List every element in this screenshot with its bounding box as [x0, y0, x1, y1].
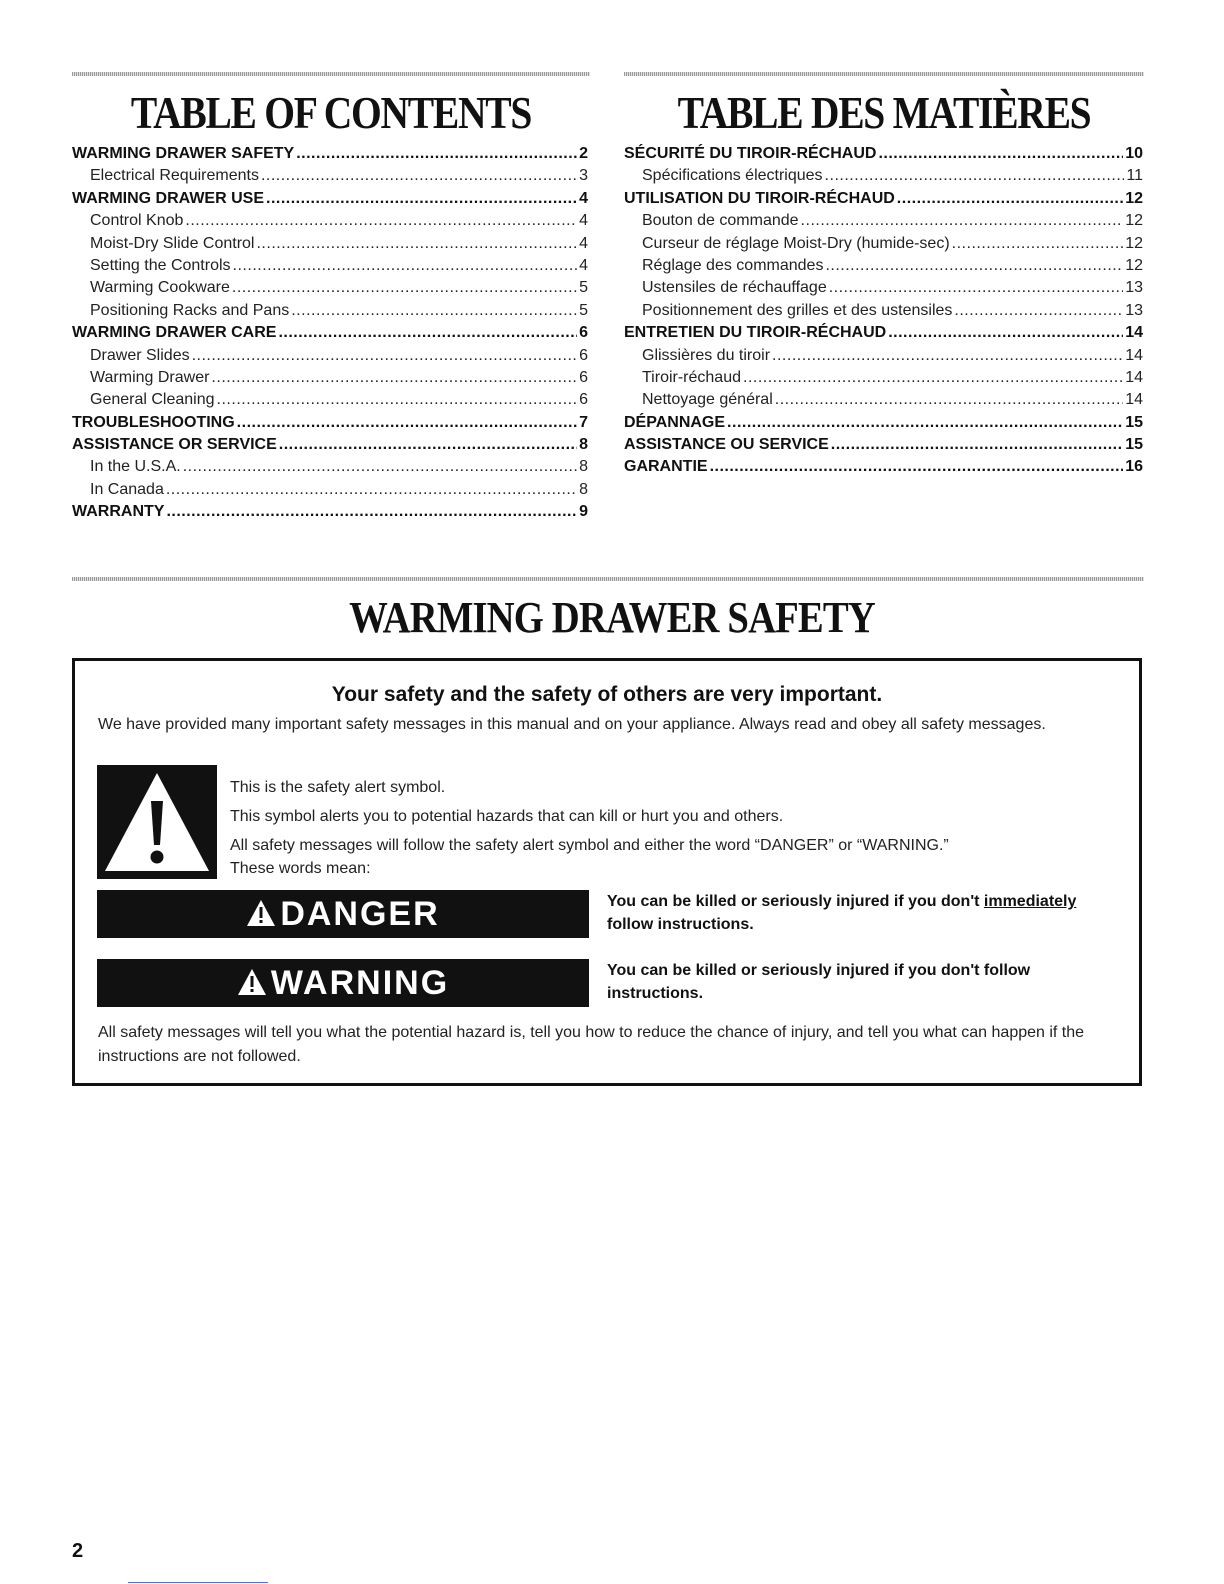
toc-entry-label: Control Knob [90, 212, 184, 230]
toc-entry-label: In Canada [90, 480, 164, 498]
toc-entry-label: Drawer Slides [90, 346, 190, 364]
dot-leader [775, 391, 1123, 409]
toc-entry-label: Moist-Dry Slide Control [90, 234, 255, 252]
toc-entry-label: Setting the Controls [90, 256, 231, 274]
toc-entry-page: 12 [1125, 234, 1143, 252]
safety-alert-icon [97, 765, 217, 879]
dot-leader [727, 414, 1123, 432]
toc-entry[interactable] [72, 347, 588, 369]
toc-entry-page: 6 [579, 324, 588, 342]
toc-entry-page: 14 [1125, 368, 1143, 386]
toc-entry[interactable] [72, 503, 588, 525]
toc-entry-label: GARANTIE [624, 458, 708, 476]
toc-entry-label: General Cleaning [90, 391, 215, 409]
toc-entry[interactable] [72, 235, 588, 257]
alert-line: All safety messages will follow the safety alert symbol and either the word “DANGER” or “WARNING.” [230, 837, 949, 854]
toc-entry-page: 14 [1125, 324, 1143, 342]
toc-entry[interactable] [624, 324, 1143, 346]
toc-entry[interactable] [72, 324, 588, 346]
dot-leader [279, 436, 577, 454]
dot-leader [888, 324, 1123, 342]
toc-entry-label: Spécifications électriques [642, 167, 823, 185]
safety-intro: We have provided many important safety messages in this manual and on your appliance. Always read and obey all safety messages. [98, 716, 1046, 733]
danger-description: You can be killed or seriously injured if you don't immediately follow instructions. [607, 893, 1077, 933]
dot-leader [829, 279, 1123, 297]
dot-leader [831, 436, 1123, 454]
toc-entry-page: 16 [1125, 458, 1143, 476]
toc-entry-page: 15 [1125, 436, 1143, 454]
top-rule-right [624, 72, 1144, 76]
toc-entry-page: 6 [579, 391, 588, 409]
dot-leader [237, 414, 577, 432]
toc-entry-label: ASSISTANCE OU SERVICE [624, 436, 829, 454]
alert-line: These words mean: [230, 860, 371, 877]
dot-leader [825, 257, 1123, 275]
toc-entry-page: 9 [579, 503, 588, 521]
dot-leader [897, 190, 1123, 208]
dot-leader [291, 302, 577, 320]
section-title: WARMING DRAWER SAFETY [349, 593, 875, 642]
alert-description [230, 773, 949, 883]
toc-list-en [72, 145, 588, 526]
toc-entry[interactable] [624, 235, 1143, 257]
toc-entry-label: DÉPANNAGE [624, 413, 726, 431]
toc-entry-label: Curseur de réglage Moist-Dry (humide-sec) [642, 234, 950, 252]
toc-entry-label: Ustensiles de réchauffage [642, 279, 827, 297]
toc-entry[interactable] [72, 302, 588, 324]
toc-entry-page: 8 [579, 436, 588, 454]
toc-list-fr [624, 145, 1143, 481]
toc-entry[interactable] [72, 190, 588, 212]
toc-entry[interactable] [72, 458, 588, 480]
toc-entry-page: 2 [579, 145, 588, 162]
danger-label: DANGER [280, 895, 440, 933]
warning-label: WARNING [270, 964, 450, 1002]
warning-signal-panel [97, 959, 589, 1007]
toc-entry-label: ASSISTANCE OR SERVICE [72, 436, 277, 454]
toc-entry-page: 10 [1125, 145, 1143, 162]
danger-signal-panel [97, 890, 589, 938]
toc-entry[interactable] [624, 347, 1143, 369]
dot-leader [743, 369, 1123, 387]
toc-entry-label: Réglage des commandes [642, 256, 824, 274]
toc-entry-label: UTILISATION DU TIROIR-RÉCHAUD [624, 189, 895, 207]
dot-leader [232, 279, 577, 297]
safety-outro: All safety messages will tell you what the potential hazard is, tell you how to reduce the chance of injury, and tell you what can happen if the instructions are not followed. [98, 1024, 1085, 1065]
toc-entry-page: 13 [1125, 279, 1143, 297]
toc-entry-page: 5 [579, 279, 588, 297]
dot-leader [185, 212, 577, 230]
toc-entry[interactable] [624, 167, 1143, 189]
dot-leader [211, 369, 577, 387]
dot-leader [266, 190, 577, 208]
toc-entry-page: 6 [579, 368, 588, 386]
toc-entry-page: 12 [1125, 212, 1143, 230]
toc-entry[interactable] [624, 279, 1143, 301]
toc-entry[interactable] [72, 414, 588, 436]
toc-entry-page: 5 [579, 301, 588, 319]
footer-line [128, 1582, 268, 1583]
toc-entry-label: Bouton de commande [642, 212, 799, 230]
toc-entry-page: 4 [579, 256, 588, 274]
toc-entry-page: 14 [1125, 346, 1143, 364]
toc-entry[interactable] [72, 436, 588, 458]
toc-entry[interactable] [72, 167, 588, 189]
toc-entry-label: WARMING DRAWER CARE [72, 324, 277, 342]
toc-entry-label: WARMING DRAWER SAFETY [72, 145, 295, 162]
toc-entry-label: SÉCURITÉ DU TIROIR-RÉCHAUD [624, 145, 877, 162]
toc-entry-page: 12 [1125, 189, 1143, 207]
toc-entry-label: ENTRETIEN DU TIROIR-RÉCHAUD [624, 324, 887, 342]
toc-entry-page: 8 [579, 480, 588, 498]
toc-entry-label: TROUBLESHOOTING [72, 413, 235, 431]
toc-entry-label: Positioning Racks and Pans [90, 301, 290, 319]
dot-leader [878, 145, 1123, 163]
toc-entry-page: 3 [579, 167, 588, 185]
dot-leader [166, 503, 577, 521]
section-rule [72, 577, 1144, 581]
alert-line: This symbol alerts you to potential hazards that can kill or hurt you and others. [230, 808, 784, 825]
toc-entry-page: 4 [579, 212, 588, 230]
toc-entry-page: 15 [1125, 413, 1143, 431]
toc-entry[interactable] [624, 391, 1143, 413]
dot-leader [801, 212, 1124, 230]
dot-leader [256, 235, 577, 253]
emphasis-immediately: immediately [983, 893, 1077, 910]
warning-triangle-icon [246, 892, 276, 940]
dot-leader [825, 167, 1125, 185]
toc-entry-page: 4 [579, 234, 588, 252]
toc-entry[interactable] [624, 436, 1143, 458]
warning-description: You can be killed or seriously injured if you don't follow instructions. [607, 962, 1031, 1002]
toc-entry-page: 11 [1126, 167, 1143, 185]
dot-leader [192, 347, 578, 365]
safety-heading: Your safety and the safety of others are very important. [331, 683, 883, 706]
dot-leader [217, 391, 578, 409]
toc-entry-page: 7 [579, 413, 588, 431]
toc-entry-page: 13 [1125, 301, 1143, 319]
toc-entry[interactable] [72, 369, 588, 391]
dot-leader [772, 347, 1123, 365]
page-number: 2 [72, 1540, 84, 1562]
toc-entry[interactable] [624, 414, 1143, 436]
toc-entry[interactable] [72, 481, 588, 503]
toc-entry[interactable] [72, 257, 588, 279]
toc-entry[interactable] [624, 369, 1143, 391]
toc-entry-page: 12 [1125, 256, 1143, 274]
toc-entry-label: WARMING DRAWER USE [72, 189, 264, 207]
dot-leader [296, 145, 577, 163]
toc-entry-page: 4 [579, 189, 588, 207]
toc-entry-label: Glissières du tiroir [642, 346, 771, 364]
dot-leader [183, 458, 577, 476]
toc-entry-label: Warming Cookware [90, 279, 230, 297]
dot-leader [261, 167, 577, 185]
dot-leader [278, 324, 577, 342]
toc-entry-page: 14 [1125, 391, 1143, 409]
toc-entry[interactable] [624, 212, 1143, 234]
toc-entry[interactable] [624, 145, 1143, 167]
toc-entry-label: Warming Drawer [90, 368, 210, 386]
toc-entry-label: In the U.S.A. [90, 458, 181, 476]
toc-entry-label: Positionnement des grilles et des ustensiles [642, 301, 953, 319]
safety-box [72, 658, 1142, 1086]
toc-entry[interactable] [624, 302, 1143, 324]
toc-entry[interactable] [624, 458, 1143, 480]
toc-entry-label: Nettoyage général [642, 391, 773, 409]
warning-triangle-icon [237, 961, 267, 1009]
top-rule-left [72, 72, 590, 76]
toc-entry[interactable] [624, 257, 1143, 279]
toc-entry-label: WARRANTY [72, 503, 165, 521]
dot-leader [710, 458, 1124, 476]
toc-entry-page: 6 [579, 346, 588, 364]
toc-entry-label: Electrical Requirements [90, 167, 259, 185]
toc-entry[interactable] [72, 391, 588, 413]
dot-leader [954, 302, 1123, 320]
alert-line: This is the safety alert symbol. [230, 779, 446, 796]
dot-leader [233, 257, 578, 275]
toc-entry[interactable] [72, 212, 588, 234]
toc-entry[interactable] [624, 190, 1143, 212]
toc-entry[interactable] [72, 145, 588, 167]
dot-leader [166, 481, 577, 499]
toc-entry-label: Tiroir-réchaud [642, 368, 741, 386]
toc-entry-page: 8 [579, 458, 588, 476]
toc-entry[interactable] [72, 279, 588, 301]
dot-leader [952, 235, 1124, 253]
toc-title-en: TABLE OF CONTENTS [130, 87, 532, 138]
toc-title-fr: TABLE DES MATIÈRES [677, 87, 1091, 138]
